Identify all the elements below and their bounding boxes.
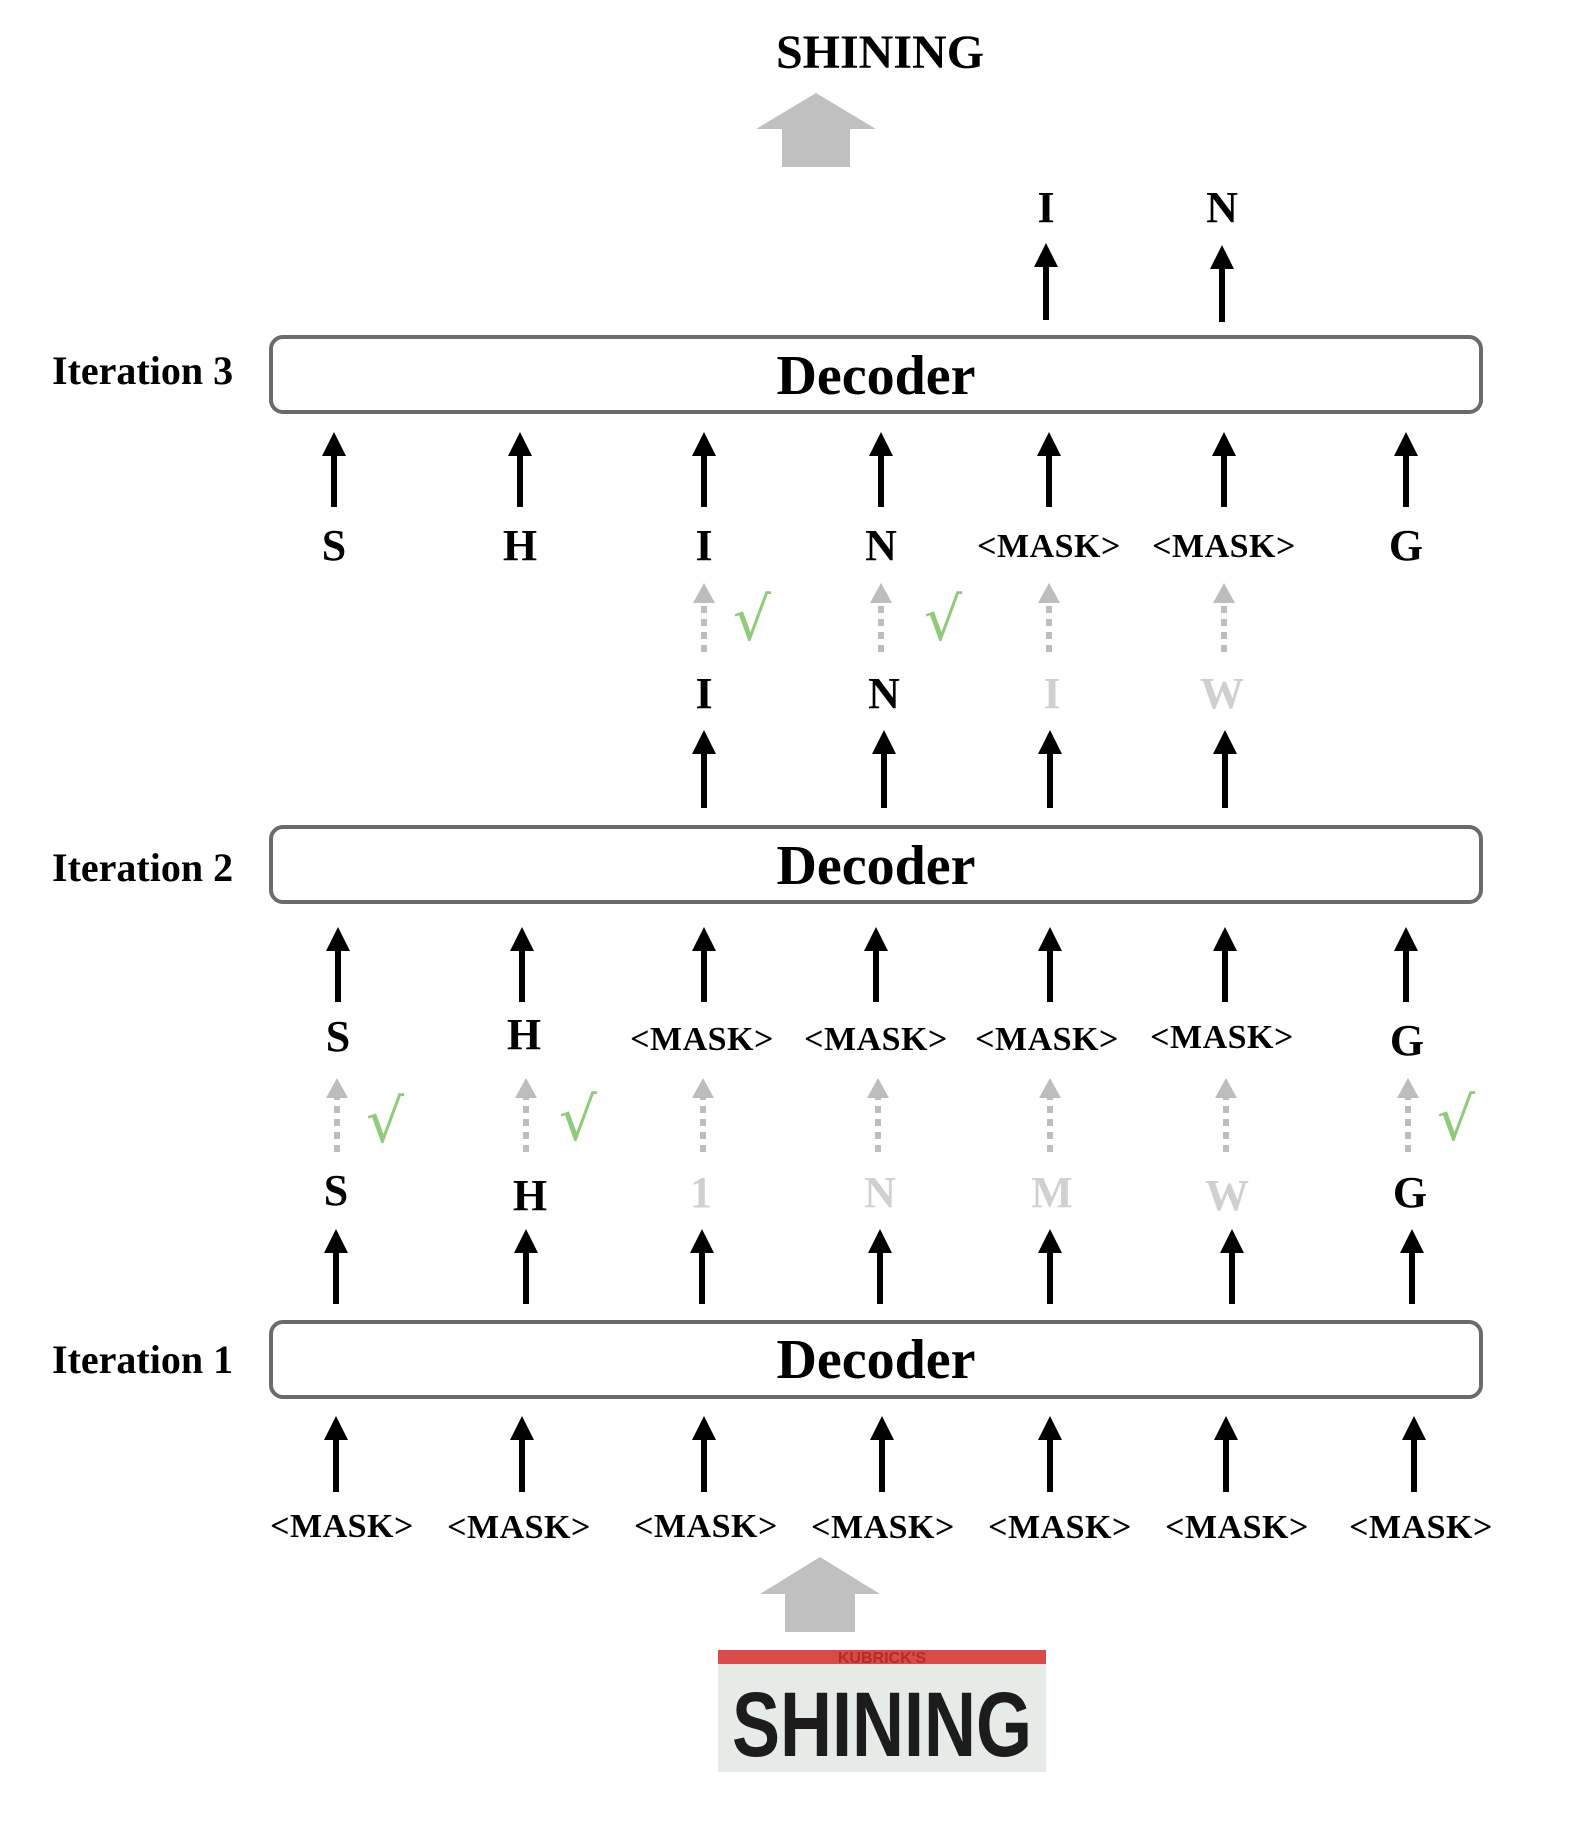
iter1-output-arrow <box>324 1229 348 1304</box>
iter1-output-token: H <box>512 1171 548 1220</box>
dotted-up-arrow <box>326 1078 348 1152</box>
iter1-output-arrow <box>1400 1229 1424 1304</box>
iter3-output-token: N <box>1206 183 1238 232</box>
iter2-input-mask-token: <MASK> <box>630 1021 774 1058</box>
iter1-input-arrow <box>324 1416 348 1492</box>
iter3-input-arrow <box>692 432 716 507</box>
iter2-input-arrow <box>864 927 888 1002</box>
iteration-1-label: Iteration 1 <box>52 1337 234 1382</box>
iter2-input-token: H <box>506 1010 542 1059</box>
iter1-input-mask-token: <MASK> <box>1165 1509 1309 1546</box>
iter3-output-token: I <box>1037 183 1055 232</box>
iter1-output-arrow <box>1038 1229 1062 1304</box>
dotted-up-arrow <box>692 1078 714 1152</box>
iter3-input-token: I <box>695 521 713 570</box>
iter1-input-mask-token: <MASK> <box>811 1509 955 1546</box>
iter3-input-arrow <box>508 432 532 507</box>
dotted-up-arrow <box>1397 1078 1419 1152</box>
iter2-input-arrow <box>326 927 350 1002</box>
iter3-input-token: H <box>502 521 538 570</box>
iter1-input-mask-token: <MASK> <box>447 1509 591 1546</box>
iter1-input-arrow <box>870 1416 894 1492</box>
iter1-input-arrow <box>1402 1416 1426 1492</box>
iter1-input-mask-token: <MASK> <box>1349 1509 1493 1546</box>
iter1-output-token-rejected: M <box>1031 1168 1073 1217</box>
iter1-input-arrow <box>1038 1416 1062 1492</box>
decoder-label-iteration-2: Decoder <box>776 835 976 897</box>
iter1-output-arrow <box>1220 1229 1244 1304</box>
iter3-input-arrow <box>1037 432 1061 507</box>
check-mark-icon: √ <box>1436 1085 1476 1155</box>
iter2-output-arrow <box>1213 730 1237 808</box>
iter2-output-token: N <box>868 669 900 718</box>
iter3-output-arrow <box>1034 243 1058 320</box>
iter1-input-mask-token: <MASK> <box>634 1508 778 1545</box>
iter2-input-mask-token: <MASK> <box>804 1021 948 1058</box>
iter2-input-mask-token: <MASK> <box>975 1021 1119 1058</box>
iter1-input-arrow <box>1214 1416 1238 1492</box>
check-mark-icon: √ <box>732 585 772 655</box>
output-title: SHINING <box>775 26 985 79</box>
iter2-input-token: G <box>1389 1016 1425 1065</box>
iteration-3-label: Iteration 3 <box>52 348 234 393</box>
iter1-input-mask-token: <MASK> <box>270 1508 414 1545</box>
iter1-output-token-rejected: W <box>1205 1171 1249 1220</box>
iter3-input-mask-token: <MASK> <box>977 528 1121 565</box>
iter2-input-arrow <box>1394 927 1418 1002</box>
iter2-input-mask-token: <MASK> <box>1150 1019 1294 1056</box>
iter2-input-arrow <box>1213 927 1237 1002</box>
iter3-input-arrow <box>322 432 346 507</box>
dotted-up-arrow <box>1038 583 1060 652</box>
iter2-input-arrow <box>692 927 716 1002</box>
dotted-up-arrow <box>693 583 715 652</box>
iter2-output-token: I <box>695 669 713 718</box>
iter3-input-mask-token: <MASK> <box>1152 528 1296 565</box>
decoder-label-iteration-3: Decoder <box>776 345 976 407</box>
iteration-2-label: Iteration 2 <box>52 845 234 890</box>
iter2-output-token-rejected: W <box>1200 669 1244 718</box>
iter2-input-token: S <box>325 1012 351 1061</box>
input-big-arrow <box>760 1557 880 1632</box>
iter2-output-arrow <box>1038 730 1062 808</box>
check-mark-icon: √ <box>558 1085 598 1155</box>
iter2-input-arrow <box>1038 927 1062 1002</box>
iter3-input-arrow <box>1394 432 1418 507</box>
iter3-input-arrow <box>1212 432 1236 507</box>
iter1-output-arrow <box>514 1229 538 1304</box>
output-big-arrow <box>756 93 876 167</box>
dotted-up-arrow <box>1213 583 1235 652</box>
iter1-output-token: S <box>323 1166 349 1215</box>
iter1-output-arrow <box>868 1229 892 1304</box>
check-mark-icon: √ <box>923 585 963 655</box>
iter3-input-arrow <box>869 432 893 507</box>
iter3-input-token: N <box>865 521 897 570</box>
iter1-output-token-rejected: N <box>864 1168 896 1217</box>
iter2-input-arrow <box>510 927 534 1002</box>
iter1-input-arrow <box>692 1416 716 1492</box>
iter1-output-arrow <box>690 1229 714 1304</box>
iter1-output-token-rejected: 1 <box>690 1168 712 1217</box>
check-mark-icon: √ <box>365 1087 405 1157</box>
iter2-output-token-rejected: I <box>1043 669 1061 718</box>
iter3-input-token: G <box>1388 521 1424 570</box>
dotted-up-arrow <box>1039 1078 1061 1152</box>
iter3-output-arrow <box>1210 245 1234 322</box>
dotted-up-arrow <box>515 1078 537 1152</box>
dotted-up-arrow <box>1215 1078 1237 1152</box>
iter1-output-token: G <box>1392 1168 1428 1217</box>
input-scene-text-image <box>718 1650 1046 1776</box>
dotted-up-arrow <box>870 583 892 652</box>
dotted-up-arrow <box>867 1078 889 1152</box>
decoder-label-iteration-1: Decoder <box>776 1329 976 1391</box>
iter2-output-arrow <box>872 730 896 808</box>
iter1-input-mask-token: <MASK> <box>988 1509 1132 1546</box>
iter1-input-arrow <box>510 1416 534 1492</box>
input-image-word: SHINING <box>732 1674 1032 1776</box>
input-image-banner: KUBRICK'S <box>837 1650 927 1667</box>
iter2-output-arrow <box>692 730 716 808</box>
iter3-input-token: S <box>321 521 347 570</box>
